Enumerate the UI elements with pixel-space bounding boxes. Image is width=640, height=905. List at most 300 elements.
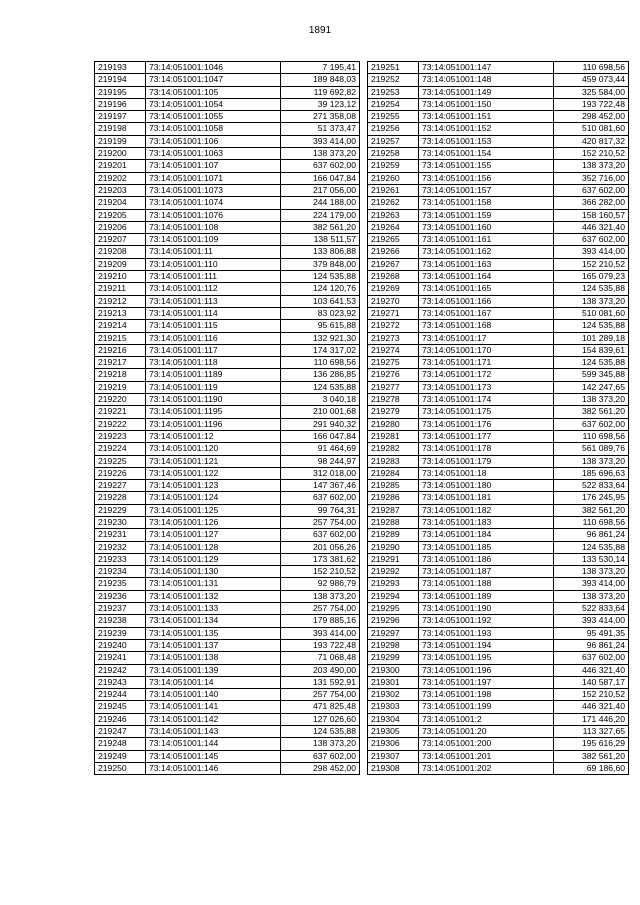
- cadastral-value-cell: 124 535,88: [554, 283, 629, 295]
- table-row: [368, 590, 629, 602]
- cadastral-number-cell: 73:14:051001:139: [146, 664, 281, 676]
- record-number-cell: 219217: [95, 357, 146, 369]
- cadastral-value-cell: 637 602,00: [554, 184, 629, 196]
- cadastral-value-cell: 138 373,20: [281, 590, 360, 602]
- cadastral-value-cell: 91 464,69: [281, 443, 360, 455]
- table-row: [95, 221, 360, 233]
- cadastral-value-cell: 510 081,60: [554, 123, 629, 135]
- table-row: [95, 135, 360, 147]
- cadastral-value-cell: 133 530,14: [554, 553, 629, 565]
- cadastral-value-cell: 217 056,00: [281, 184, 360, 196]
- cadastral-number-cell: 73:14:051001:144: [146, 738, 281, 750]
- cadastral-value-cell: 166 047,84: [281, 430, 360, 442]
- cadastral-value-cell: 166 047,84: [281, 172, 360, 184]
- cadastral-value-cell: 393 414,00: [554, 615, 629, 627]
- table-row: [368, 713, 629, 725]
- cadastral-number-cell: 73:14:051001:146: [146, 762, 281, 774]
- table-row: [95, 209, 360, 221]
- cadastral-value-cell: 92 986,79: [281, 578, 360, 590]
- record-number-cell: 219224: [95, 443, 146, 455]
- table-row: [368, 172, 629, 184]
- table-row: [368, 430, 629, 442]
- cadastral-value-cell: 154 839,61: [554, 344, 629, 356]
- table-row: [368, 307, 629, 319]
- parcel-table-right: [367, 61, 629, 775]
- table-row: [95, 541, 360, 553]
- cadastral-number-cell: 73:14:051001:179: [419, 455, 554, 467]
- cadastral-number-cell: 73:14:051001:134: [146, 615, 281, 627]
- record-number-cell: 219244: [95, 689, 146, 701]
- table-row: [95, 652, 360, 664]
- table-row: [368, 566, 629, 578]
- cadastral-number-cell: 73:14:051001:180: [419, 480, 554, 492]
- cadastral-number-cell: 73:14:051001:128: [146, 541, 281, 553]
- cadastral-number-cell: 73:14:051001:113: [146, 295, 281, 307]
- record-number-cell: 219307: [368, 750, 419, 762]
- cadastral-value-cell: 3 040,18: [281, 394, 360, 406]
- table-row: [95, 615, 360, 627]
- record-number-cell: 219262: [368, 197, 419, 209]
- table-row: [95, 516, 360, 528]
- table-row: [368, 381, 629, 393]
- cadastral-number-cell: 73:14:051001:188: [419, 578, 554, 590]
- table-row: [368, 295, 629, 307]
- cadastral-number-cell: 73:14:051001:131: [146, 578, 281, 590]
- record-number-cell: 219273: [368, 332, 419, 344]
- record-number-cell: 219277: [368, 381, 419, 393]
- record-number-cell: 219301: [368, 676, 419, 688]
- table-row: [368, 738, 629, 750]
- cadastral-number-cell: 73:14:051001:1071: [146, 172, 281, 184]
- table-row: [368, 639, 629, 651]
- cadastral-value-cell: 522 833,64: [554, 603, 629, 615]
- table-row: [95, 689, 360, 701]
- table-row: [95, 762, 360, 774]
- cadastral-number-cell: 73:14:051001:183: [419, 516, 554, 528]
- cadastral-number-cell: 73:14:051001:141: [146, 701, 281, 713]
- record-number-cell: 219229: [95, 504, 146, 516]
- cadastral-number-cell: 73:14:051001:190: [419, 603, 554, 615]
- cadastral-number-cell: 73:14:051001:126: [146, 516, 281, 528]
- record-number-cell: 219234: [95, 566, 146, 578]
- cadastral-number-cell: 73:14:051001:149: [419, 86, 554, 98]
- record-number-cell: 219252: [368, 74, 419, 86]
- table-row: [368, 541, 629, 553]
- cadastral-number-cell: 73:14:051001:158: [419, 197, 554, 209]
- record-number-cell: 219297: [368, 627, 419, 639]
- cadastral-number-cell: 73:14:051001:1195: [146, 406, 281, 418]
- cadastral-number-cell: 73:14:051001:167: [419, 307, 554, 319]
- table-row: [368, 480, 629, 492]
- record-number-cell: 219214: [95, 320, 146, 332]
- cadastral-value-cell: 110 698,56: [554, 430, 629, 442]
- table-row: [95, 197, 360, 209]
- cadastral-number-cell: 73:14:051001:1074: [146, 197, 281, 209]
- cadastral-value-cell: 393 414,00: [281, 135, 360, 147]
- table-row: [368, 283, 629, 295]
- cadastral-value-cell: 152 210,52: [554, 148, 629, 160]
- cadastral-number-cell: 73:14:051001:135: [146, 627, 281, 639]
- record-number-cell: 219200: [95, 148, 146, 160]
- cadastral-number-cell: 73:14:051001:202: [419, 762, 554, 774]
- record-number-cell: 219249: [95, 750, 146, 762]
- record-number-cell: 219272: [368, 320, 419, 332]
- table-row: [368, 209, 629, 221]
- table-row: [95, 86, 360, 98]
- cadastral-number-cell: 73:14:051001:115: [146, 320, 281, 332]
- cadastral-number-cell: 73:14:051001:182: [419, 504, 554, 516]
- cadastral-value-cell: 257 754,00: [281, 689, 360, 701]
- record-number-cell: 219256: [368, 123, 419, 135]
- record-number-cell: 219211: [95, 283, 146, 295]
- cadastral-value-cell: 174 317,02: [281, 344, 360, 356]
- cadastral-number-cell: 73:14:051001:1076: [146, 209, 281, 221]
- cadastral-value-cell: 599 345,88: [554, 369, 629, 381]
- record-number-cell: 219278: [368, 394, 419, 406]
- cadastral-number-cell: 73:14:051001:194: [419, 639, 554, 651]
- record-number-cell: 219203: [95, 184, 146, 196]
- record-number-cell: 219255: [368, 111, 419, 123]
- cadastral-number-cell: 73:14:051001:166: [419, 295, 554, 307]
- record-number-cell: 219282: [368, 443, 419, 455]
- table-row: [368, 234, 629, 246]
- record-number-cell: 219195: [95, 86, 146, 98]
- record-number-cell: 219270: [368, 295, 419, 307]
- cadastral-number-cell: 73:14:051001:1196: [146, 418, 281, 430]
- cadastral-value-cell: 113 327,65: [554, 726, 629, 738]
- table-row: [368, 160, 629, 172]
- cadastral-value-cell: 124 535,88: [554, 357, 629, 369]
- cadastral-number-cell: 73:14:051001:147: [419, 62, 554, 74]
- cadastral-value-cell: 124 535,88: [281, 726, 360, 738]
- record-number-cell: 219230: [95, 516, 146, 528]
- table-row: [95, 603, 360, 615]
- table-row: [368, 750, 629, 762]
- table-row: [368, 123, 629, 135]
- table-row: [95, 455, 360, 467]
- table-row: [368, 603, 629, 615]
- cadastral-number-cell: 73:14:051001:178: [419, 443, 554, 455]
- table-row: [368, 516, 629, 528]
- cadastral-number-cell: 73:14:051001:18: [419, 467, 554, 479]
- cadastral-value-cell: 561 089,76: [554, 443, 629, 455]
- record-number-cell: 219225: [95, 455, 146, 467]
- record-number-cell: 219303: [368, 701, 419, 713]
- cadastral-value-cell: 510 081,60: [554, 307, 629, 319]
- record-number-cell: 219271: [368, 307, 419, 319]
- cadastral-value-cell: 446 321,40: [554, 701, 629, 713]
- record-number-cell: 219233: [95, 553, 146, 565]
- record-number-cell: 219274: [368, 344, 419, 356]
- cadastral-number-cell: 73:14:051001:181: [419, 492, 554, 504]
- table-row: [368, 135, 629, 147]
- table-row: [95, 553, 360, 565]
- record-number-cell: 219276: [368, 369, 419, 381]
- cadastral-value-cell: 138 373,20: [554, 590, 629, 602]
- table-row: [95, 627, 360, 639]
- cadastral-number-cell: 73:14:051001:108: [146, 221, 281, 233]
- record-number-cell: 219201: [95, 160, 146, 172]
- record-number-cell: 219279: [368, 406, 419, 418]
- cadastral-number-cell: 73:14:051001:133: [146, 603, 281, 615]
- cadastral-value-cell: 140 587,17: [554, 676, 629, 688]
- record-number-cell: 219289: [368, 529, 419, 541]
- cadastral-value-cell: 201 056,26: [281, 541, 360, 553]
- cadastral-number-cell: 73:14:051001:175: [419, 406, 554, 418]
- cadastral-number-cell: 73:14:051001:130: [146, 566, 281, 578]
- cadastral-number-cell: 73:14:051001:163: [419, 258, 554, 270]
- cadastral-number-cell: 73:14:051001:184: [419, 529, 554, 541]
- table-row: [95, 332, 360, 344]
- cadastral-value-cell: 110 698,56: [281, 357, 360, 369]
- cadastral-number-cell: 73:14:051001:11: [146, 246, 281, 258]
- record-number-cell: 219209: [95, 258, 146, 270]
- record-number-cell: 219293: [368, 578, 419, 590]
- cadastral-number-cell: 73:14:051001:176: [419, 418, 554, 430]
- cadastral-number-cell: 73:14:051001:172: [419, 369, 554, 381]
- cadastral-number-cell: 73:14:051001:186: [419, 553, 554, 565]
- cadastral-number-cell: 73:14:051001:148: [419, 74, 554, 86]
- cadastral-number-cell: 73:14:051001:1189: [146, 369, 281, 381]
- table-row: [368, 418, 629, 430]
- record-number-cell: 219207: [95, 234, 146, 246]
- table-row: [368, 529, 629, 541]
- cadastral-value-cell: 244 188,00: [281, 197, 360, 209]
- cadastral-number-cell: 73:14:051001:195: [419, 652, 554, 664]
- cadastral-value-cell: 71 068,48: [281, 652, 360, 664]
- record-number-cell: 219228: [95, 492, 146, 504]
- cadastral-value-cell: 366 282,00: [554, 197, 629, 209]
- record-number-cell: 219240: [95, 639, 146, 651]
- cadastral-value-cell: 291 940,32: [281, 418, 360, 430]
- cadastral-value-cell: 446 321,40: [554, 221, 629, 233]
- table-row: [95, 295, 360, 307]
- cadastral-number-cell: 73:14:051001:107: [146, 160, 281, 172]
- table-row: [95, 443, 360, 455]
- cadastral-number-cell: 73:14:051001:114: [146, 307, 281, 319]
- table-row: [368, 86, 629, 98]
- cadastral-number-cell: 73:14:051001:173: [419, 381, 554, 393]
- record-number-cell: 219193: [95, 62, 146, 74]
- cadastral-value-cell: 152 210,52: [281, 566, 360, 578]
- table-row: [368, 221, 629, 233]
- table-row: [95, 418, 360, 430]
- record-number-cell: 219205: [95, 209, 146, 221]
- cadastral-number-cell: 73:14:051001:122: [146, 467, 281, 479]
- cadastral-value-cell: 39 123,12: [281, 98, 360, 110]
- table-row: [95, 701, 360, 713]
- cadastral-value-cell: 83 023,92: [281, 307, 360, 319]
- table-row: [95, 234, 360, 246]
- record-number-cell: 219267: [368, 258, 419, 270]
- cadastral-value-cell: 138 373,20: [281, 148, 360, 160]
- cadastral-number-cell: 73:14:051001:165: [419, 283, 554, 295]
- cadastral-value-cell: 325 584,00: [554, 86, 629, 98]
- cadastral-number-cell: 73:14:051001:171: [419, 357, 554, 369]
- cadastral-number-cell: 73:14:051001:105: [146, 86, 281, 98]
- table-row: [368, 578, 629, 590]
- cadastral-number-cell: 73:14:051001:192: [419, 615, 554, 627]
- table-row: [368, 369, 629, 381]
- cadastral-value-cell: 185 696,63: [554, 467, 629, 479]
- record-number-cell: 219215: [95, 332, 146, 344]
- cadastral-value-cell: 138 373,20: [554, 455, 629, 467]
- record-number-cell: 219242: [95, 664, 146, 676]
- table-row: [95, 123, 360, 135]
- table-row: [95, 738, 360, 750]
- record-number-cell: 219241: [95, 652, 146, 664]
- record-number-cell: 219235: [95, 578, 146, 590]
- table-row: [95, 307, 360, 319]
- table-row: [95, 480, 360, 492]
- cadastral-value-cell: 382 561,20: [554, 406, 629, 418]
- cadastral-number-cell: 73:14:051001:156: [419, 172, 554, 184]
- cadastral-number-cell: 73:14:051001:168: [419, 320, 554, 332]
- cadastral-value-cell: 459 073,44: [554, 74, 629, 86]
- record-number-cell: 219196: [95, 98, 146, 110]
- cadastral-value-cell: 138 373,20: [554, 566, 629, 578]
- cadastral-value-cell: 101 289,18: [554, 332, 629, 344]
- cadastral-value-cell: 133 806,88: [281, 246, 360, 258]
- cadastral-value-cell: 210 001,68: [281, 406, 360, 418]
- cadastral-number-cell: 73:14:051001:164: [419, 271, 554, 283]
- record-number-cell: 219212: [95, 295, 146, 307]
- cadastral-value-cell: 95 491,35: [554, 627, 629, 639]
- cadastral-value-cell: 138 511,57: [281, 234, 360, 246]
- table-row: [95, 578, 360, 590]
- cadastral-number-cell: 73:14:051001:138: [146, 652, 281, 664]
- table-row: [368, 701, 629, 713]
- cadastral-number-cell: 73:14:051001:20: [419, 726, 554, 738]
- cadastral-number-cell: 73:14:051001:201: [419, 750, 554, 762]
- cadastral-value-cell: 446 321,40: [554, 664, 629, 676]
- table-row: [95, 74, 360, 86]
- record-number-cell: 219251: [368, 62, 419, 74]
- cadastral-number-cell: 73:14:051001:1063: [146, 148, 281, 160]
- record-number-cell: 219250: [95, 762, 146, 774]
- record-number-cell: 219254: [368, 98, 419, 110]
- cadastral-number-cell: 73:14:051001:153: [419, 135, 554, 147]
- record-number-cell: 219239: [95, 627, 146, 639]
- table-row: [368, 197, 629, 209]
- record-number-cell: 219199: [95, 135, 146, 147]
- cadastral-number-cell: 73:14:051001:196: [419, 664, 554, 676]
- table-row: [95, 492, 360, 504]
- record-number-cell: 219280: [368, 418, 419, 430]
- cadastral-value-cell: 637 602,00: [281, 750, 360, 762]
- cadastral-value-cell: 138 373,20: [554, 394, 629, 406]
- record-number-cell: 219227: [95, 480, 146, 492]
- record-number-cell: 219285: [368, 480, 419, 492]
- record-number-cell: 219243: [95, 676, 146, 688]
- cadastral-number-cell: 73:14:051001:127: [146, 529, 281, 541]
- record-number-cell: 219308: [368, 762, 419, 774]
- record-number-cell: 219220: [95, 394, 146, 406]
- table-row: [368, 246, 629, 258]
- cadastral-value-cell: 124 120,76: [281, 283, 360, 295]
- table-row: [95, 394, 360, 406]
- table-row: [95, 98, 360, 110]
- cadastral-value-cell: 224 179,00: [281, 209, 360, 221]
- record-number-cell: 219284: [368, 467, 419, 479]
- record-number-cell: 219266: [368, 246, 419, 258]
- record-number-cell: 219202: [95, 172, 146, 184]
- cadastral-value-cell: 193 722,48: [554, 98, 629, 110]
- cadastral-number-cell: 73:14:051001:143: [146, 726, 281, 738]
- record-number-cell: 219204: [95, 197, 146, 209]
- record-number-cell: 219245: [95, 701, 146, 713]
- cadastral-number-cell: 73:14:051001:162: [419, 246, 554, 258]
- cadastral-number-cell: 73:14:051001:142: [146, 713, 281, 725]
- cadastral-number-cell: 73:14:051001:150: [419, 98, 554, 110]
- record-number-cell: 219305: [368, 726, 419, 738]
- parcel-table-left: [94, 61, 360, 775]
- record-number-cell: 219222: [95, 418, 146, 430]
- table-row: [95, 246, 360, 258]
- record-number-cell: 219208: [95, 246, 146, 258]
- cadastral-number-cell: 73:14:051001:112: [146, 283, 281, 295]
- record-number-cell: 219294: [368, 590, 419, 602]
- cadastral-value-cell: 522 833,64: [554, 480, 629, 492]
- cadastral-value-cell: 124 535,88: [281, 381, 360, 393]
- cadastral-number-cell: 73:14:051001:1054: [146, 98, 281, 110]
- cadastral-number-cell: 73:14:051001:161: [419, 234, 554, 246]
- table-row: [368, 504, 629, 516]
- table-row: [95, 320, 360, 332]
- record-number-cell: 219210: [95, 271, 146, 283]
- cadastral-value-cell: 393 414,00: [554, 246, 629, 258]
- cadastral-number-cell: 73:14:051001:197: [419, 676, 554, 688]
- cadastral-value-cell: 312 018,00: [281, 467, 360, 479]
- cadastral-value-cell: 110 698,56: [554, 516, 629, 528]
- cadastral-number-cell: 73:14:051001:152: [419, 123, 554, 135]
- table-row: [95, 160, 360, 172]
- cadastral-value-cell: 131 592,91: [281, 676, 360, 688]
- record-number-cell: 219213: [95, 307, 146, 319]
- cadastral-number-cell: 73:14:051001:14: [146, 676, 281, 688]
- cadastral-number-cell: 73:14:051001:125: [146, 504, 281, 516]
- cadastral-value-cell: 138 373,20: [281, 738, 360, 750]
- cadastral-number-cell: 73:14:051001:2: [419, 713, 554, 725]
- cadastral-value-cell: 193 722,48: [281, 639, 360, 651]
- cadastral-number-cell: 73:14:051001:198: [419, 689, 554, 701]
- cadastral-number-cell: 73:14:051001:111: [146, 271, 281, 283]
- table-row: [95, 639, 360, 651]
- table-row: [95, 111, 360, 123]
- record-number-cell: 219295: [368, 603, 419, 615]
- cadastral-number-cell: 73:14:051001:119: [146, 381, 281, 393]
- cadastral-number-cell: 73:14:051001:170: [419, 344, 554, 356]
- cadastral-value-cell: 382 561,20: [554, 504, 629, 516]
- table-row: [368, 664, 629, 676]
- cadastral-value-cell: 51 373,47: [281, 123, 360, 135]
- cadastral-number-cell: 73:14:051001:174: [419, 394, 554, 406]
- record-number-cell: 219216: [95, 344, 146, 356]
- record-number-cell: 219197: [95, 111, 146, 123]
- record-number-cell: 219288: [368, 516, 419, 528]
- record-number-cell: 219287: [368, 504, 419, 516]
- record-number-cell: 219300: [368, 664, 419, 676]
- table-row: [95, 258, 360, 270]
- table-row: [368, 689, 629, 701]
- table-row: [95, 430, 360, 442]
- cadastral-number-cell: 73:14:051001:157: [419, 184, 554, 196]
- cadastral-number-cell: 73:14:051001:1047: [146, 74, 281, 86]
- cadastral-value-cell: 382 561,20: [281, 221, 360, 233]
- cadastral-number-cell: 73:14:051001:129: [146, 553, 281, 565]
- cadastral-number-cell: 73:14:051001:151: [419, 111, 554, 123]
- cadastral-value-cell: 195 616,29: [554, 738, 629, 750]
